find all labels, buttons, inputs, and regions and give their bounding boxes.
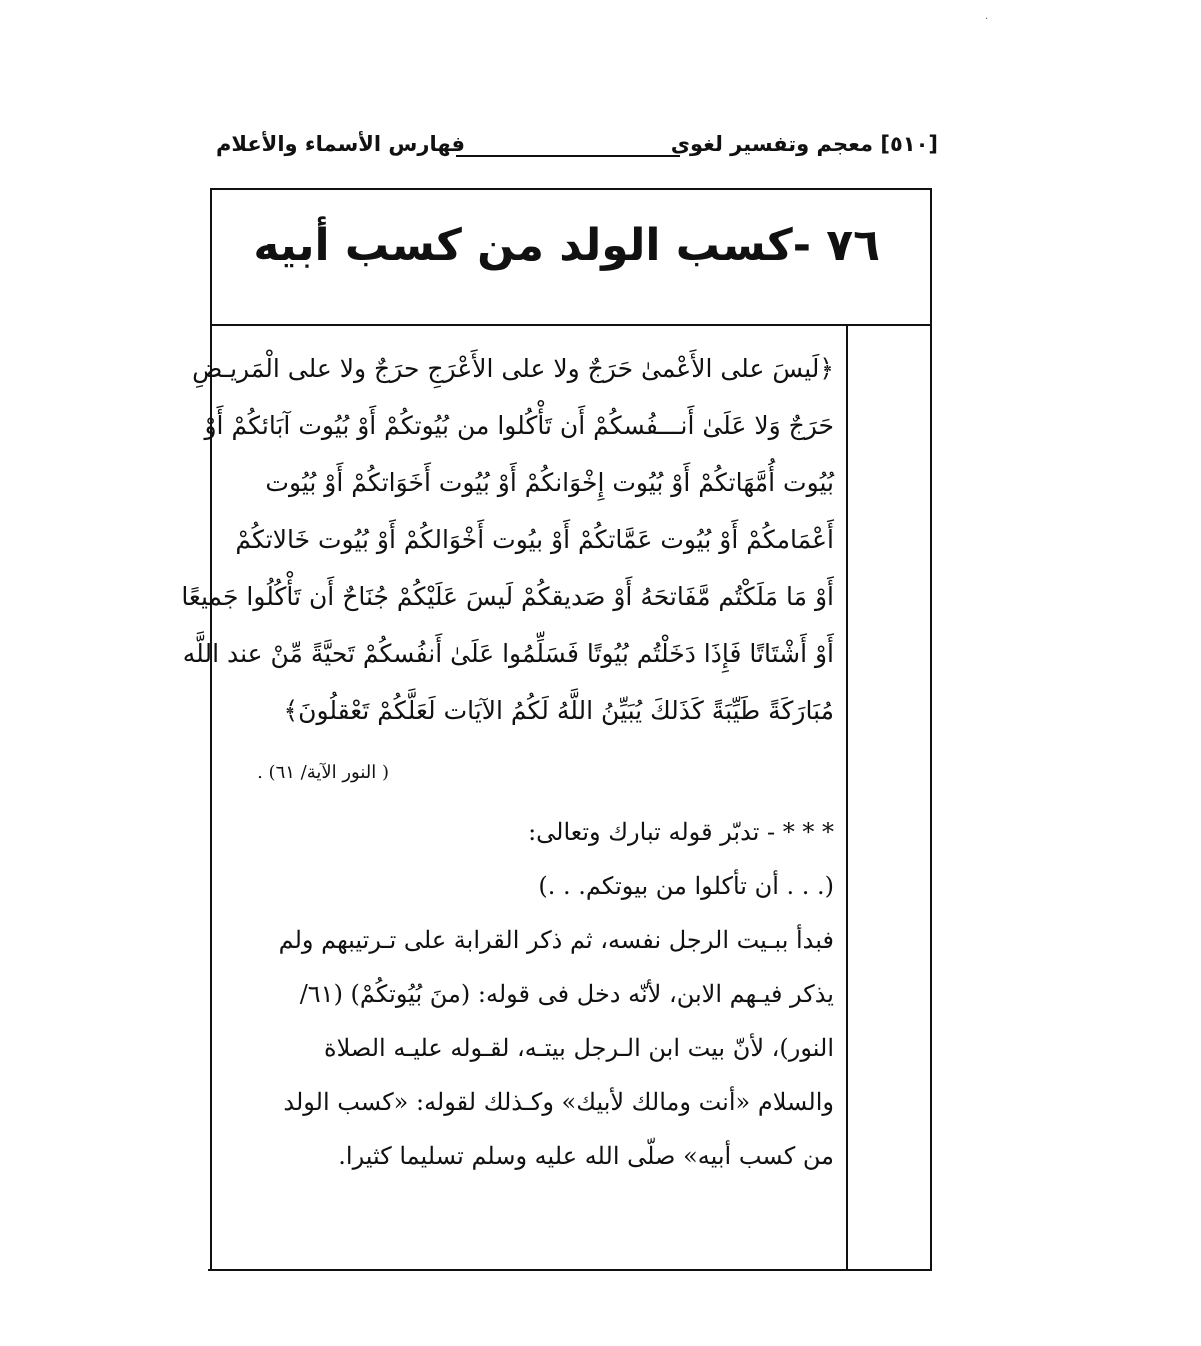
commentary-line: والسلام «أنت ومالك لأبيك» وكـذلك لقوله: «كسب الولد xyxy=(283,1088,834,1116)
page-number: [٥١٠] xyxy=(880,132,938,156)
main-text xyxy=(181,340,834,1183)
header-rule xyxy=(456,155,680,157)
page-header xyxy=(210,128,938,168)
margin-line xyxy=(846,326,848,1270)
book-title: معجم وتفسير لغوى xyxy=(670,132,874,156)
verse-line: بُيُوت أُمَّهَاتكُمْ أَوْ بُيُوت إِخْوَانكُمْ أَوْ بُيُوت أَخَوَاتكُمْ أَوْ بُيُوت xyxy=(265,468,834,497)
commentary-line: فبدأ ببـيت الرجل نفسه، ثم ذكر القرابة على تـرتيبهم ولم xyxy=(278,926,834,954)
verse-citation: ( النور الآية/ ٦١) . xyxy=(257,762,389,783)
page-header-title xyxy=(671,132,938,156)
verse-line: أَعْمَامكُمْ أَوْ بُيُوت عَمَّاتكُمْ أَوْ بيُوت أَخْوَالكُمْ أَوْ بُيُوت خَالاتكُمْ xyxy=(235,525,834,554)
verse-line: ﴿لَيسَ على الأَعْمىٰ حَرَجٌ ولا على الأَعْرَجِ حرَجٌ ولا على الْمَريـضِ xyxy=(192,354,834,383)
commentary-line: النور)، لأنّ بيت ابن الـرجل بيتـه، لقـوله عليـه الصلاة xyxy=(324,1034,834,1062)
verse-line: حَرَجٌ وَلا عَلَىٰ أَنـــفُسكُمْ أَن تَأْكُلوا من بُيُوتكُمْ أَوْ بُيُوت آبَائكُمْ أَوْ xyxy=(204,411,834,440)
chapter-title: ٧٦ -كسب الولد من كسب أبيه xyxy=(253,220,880,271)
commentary-line: (. . . أن تأكلوا من بيوتكم. . .) xyxy=(538,872,834,900)
frame-bottom-rule xyxy=(208,1269,932,1271)
verse-line: مُبَارَكَةً طَيِّبَةً كَذَلكَ يُبَيِّنُ اللَّهُ لَكُمُ الآيَات لَعَلَّكُمْ تَعْقلُونَ﴾ xyxy=(283,696,834,725)
commentary-line: من كسب أبيه» صلّى الله عليه وسلم تسليما كثيرا. xyxy=(338,1142,834,1170)
verse-line: أَوْ أَشْتَاتًا فَإِذَا دَخَلْتُم بُيُوتًا فَسَلِّمُوا عَلَىٰ أَنفُسكُمْ تَحيَّةً مِّنْ عند اللَّه xyxy=(182,639,834,668)
verse-line: أَوْ مَا مَلَكْتُم مَّفَاتحَهُ أَوْ صَديقكُمْ لَيسَ عَلَيْكُمْ جُنَاحٌ أَن تَأْكُلُوا جَميعًا xyxy=(181,582,834,611)
section-title: فهارس الأسماء والأعلام xyxy=(216,132,465,156)
commentary-line: يذكر فيـهم الابن، لأنّه دخل فى قوله: (منَ بُيُوتكُمْ) (٦١/ xyxy=(299,980,834,1008)
scan-corner-mark: · xyxy=(985,14,989,25)
commentary-line: * * * - تدبّر قوله تبارك وتعالى: xyxy=(528,818,834,846)
chapter-title-box xyxy=(212,190,930,326)
